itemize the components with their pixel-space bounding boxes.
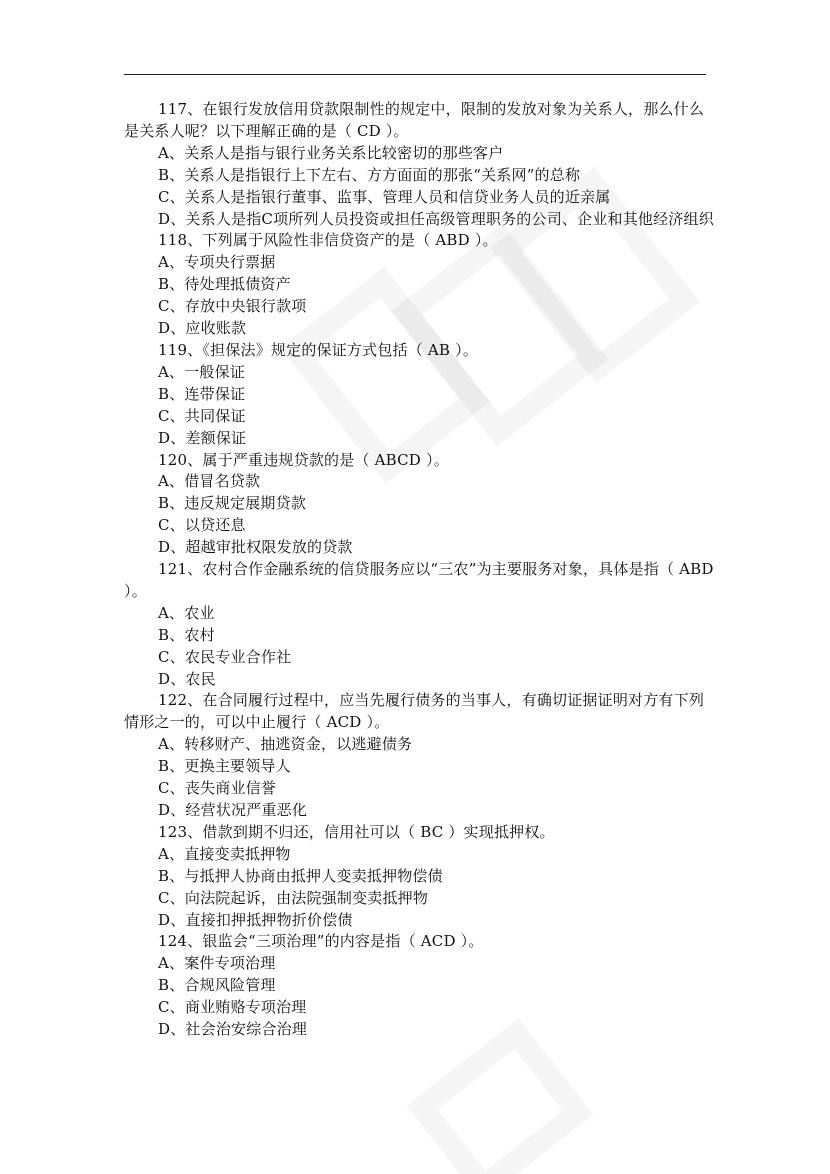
question-option: B、更换主要领导人 [158, 757, 291, 776]
question-option: C、关系人是指银行董事、监事、管理人员和信贷业务人员的近亲属 [158, 187, 611, 206]
question-stem: 123、借款到期不归还，信用社可以（ BC ）实现抵押权。 [158, 822, 555, 841]
question-option: A、借冒名贷款 [158, 472, 261, 491]
question-option: C、向法院起诉，由法院强制变卖抵押物 [158, 888, 429, 907]
question-option: C、农民专业合作社 [158, 647, 292, 666]
question-stem: 122、在合同履行过程中，应当先履行债务的当事人，有确切证据证明对方有下列情形之一的，可以中止履行（ ACD ）。 [124, 691, 705, 732]
question-option: B、农村 [158, 625, 215, 644]
question-option: A、案件专项治理 [158, 954, 276, 973]
question-option: D、关系人是指C项所列人员投资或担任高级管理职务的公司、企业和其他经济组织 [158, 209, 714, 228]
question-option: B、连带保证 [158, 384, 246, 403]
question-stem: 117、在银行发放信用贷款限制性的规定中，限制的发放对象为关系人，那么什么是关系人呢？以下理解正确的是（ CD ）。 [124, 100, 705, 140]
question-option: A、一般保证 [158, 362, 246, 381]
question-option: C、共同保证 [158, 406, 246, 425]
question-option: C、丧失商业信誉 [158, 779, 277, 798]
question-option: D、差额保证 [158, 428, 247, 447]
question-option: D、社会治安综合治理 [158, 1020, 308, 1039]
question-list [124, 99, 714, 1041]
question-option: D、应收账款 [158, 319, 247, 338]
question-stem: 118、下列属于风险性非信贷资产的是（ ABD ）。 [158, 231, 498, 250]
question-option: D、农民 [158, 669, 216, 688]
question-stem: 121、农村合作金融系统的信贷服务应以“三农”为主要服务对象，具体是指（ ABD ）。 [124, 560, 714, 600]
question-option: D、直接扣押抵押物折价偿债 [158, 910, 353, 929]
question-option: B、与抵押人协商由抵押人变卖抵押物偿债 [158, 866, 443, 885]
question-option: C、存放中央银行款项 [158, 297, 307, 316]
question-option: B、关系人是指银行上下左右、方方面面的那张“关系网”的总称 [158, 165, 581, 184]
question-stem: 124、银监会“三项治理”的内容是指（ ACD ）。 [158, 932, 484, 951]
header-rule [124, 74, 706, 75]
question-option: D、经营状况严重恶化 [158, 801, 308, 819]
question-option: C、商业贿赂专项治理 [158, 998, 307, 1017]
question-option: A、直接变卖抵押物 [158, 844, 291, 863]
question-option: B、合规风险管理 [158, 976, 276, 995]
question-option: A、农业 [158, 603, 215, 622]
question-option: A、转移财产、抽逃资金，以逃避债务 [158, 735, 413, 754]
question-option: C、以贷还息 [158, 516, 246, 535]
question-stem: 120、属于严重违规贷款的是（ ABCD ）。 [158, 450, 449, 469]
question-option: D、超越审批权限发放的贷款 [158, 538, 353, 557]
question-option: B、违反规定展期贷款 [158, 494, 307, 513]
question-option: A、专项央行票据 [158, 253, 276, 272]
question-option: B、待处理抵债资产 [158, 275, 291, 294]
question-stem: 119、《担保法》规定的保证方式包括（ AB ）。 [158, 340, 479, 359]
question-option: A、关系人是指与银行业务关系比较密切的那些客户 [158, 143, 504, 162]
